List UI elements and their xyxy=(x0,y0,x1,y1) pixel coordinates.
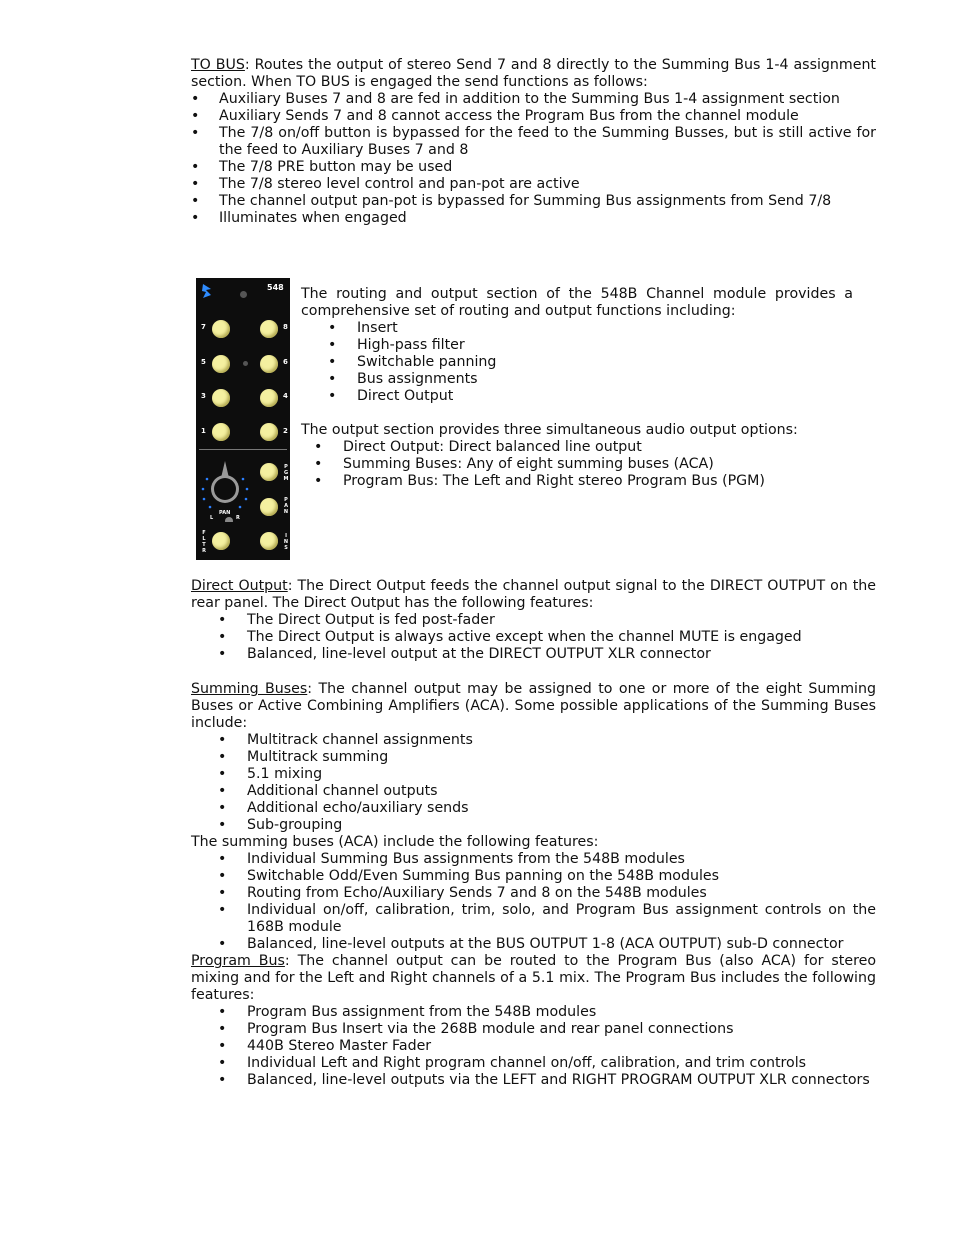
bullet-icon: • xyxy=(314,456,323,472)
list-item-text: High-pass filter xyxy=(357,337,465,353)
output-options-list xyxy=(301,439,853,490)
bullet-icon: • xyxy=(328,371,337,387)
list-item xyxy=(191,159,876,176)
send-4-button[interactable] xyxy=(260,389,278,407)
button-number: 4 xyxy=(283,392,288,400)
bullet-icon: • xyxy=(218,885,227,901)
list-item xyxy=(191,1038,876,1055)
bullet-icon: • xyxy=(328,388,337,404)
list-item-text: The 7/8 on/off button is bypassed for the feed to the Summing Busses, but is still active for the feed to Auxiliary Buses 7 and 8 xyxy=(219,125,876,158)
to-bus-list xyxy=(191,91,876,227)
list-item-text: 5.1 mixing xyxy=(247,766,323,782)
list-item xyxy=(191,800,876,817)
list-item-text: Insert xyxy=(357,320,398,336)
list-item xyxy=(301,439,853,456)
bullet-icon: • xyxy=(218,646,227,662)
bullet-icon: • xyxy=(314,439,323,455)
list-item-text: Bus assignments xyxy=(357,371,478,387)
bullet-icon: • xyxy=(218,629,227,645)
list-item xyxy=(301,354,853,371)
send-6-button[interactable] xyxy=(260,355,278,373)
button-number: 8 xyxy=(283,323,288,331)
list-item xyxy=(191,646,876,663)
list-item-text: Switchable Odd/Even Summing Bus panning on the 548B modules xyxy=(247,868,720,884)
bullet-icon: • xyxy=(218,1004,227,1020)
list-item-text: Individual Left and Right program channel on/off, calibration, and trim controls xyxy=(247,1055,807,1071)
button-number: 6 xyxy=(283,358,288,366)
list-item xyxy=(191,885,876,902)
pgm-button[interactable] xyxy=(260,463,278,481)
pgm-label: P G M xyxy=(283,464,289,482)
pan-button[interactable] xyxy=(260,498,278,516)
list-item-text: Auxiliary Sends 7 and 8 cannot access the Program Bus from the channel module xyxy=(219,108,799,124)
list-item xyxy=(191,1021,876,1038)
list-item xyxy=(191,612,876,629)
summing-buses-intro xyxy=(191,681,876,732)
button-number: 7 xyxy=(201,323,206,331)
ins-button[interactable] xyxy=(260,532,278,550)
send-8-button[interactable] xyxy=(260,320,278,338)
list-item xyxy=(301,371,853,388)
output-options-intro: The output section provides three simultaneous audio output options: xyxy=(301,422,798,438)
send-7-button[interactable] xyxy=(212,320,230,338)
list-item xyxy=(191,902,876,936)
list-item xyxy=(191,817,876,834)
bullet-icon: • xyxy=(191,159,200,175)
list-item xyxy=(191,732,876,749)
list-item-text: Direct Output xyxy=(357,388,454,404)
bullet-icon: • xyxy=(218,1055,227,1071)
list-item-text: Balanced, line-level outputs at the BUS OUTPUT 1-8 (ACA OUTPUT) sub-D connector xyxy=(247,936,844,952)
to-bus-intro xyxy=(191,57,876,91)
bullet-icon: • xyxy=(218,1038,227,1054)
bullet-icon: • xyxy=(191,193,200,209)
list-item xyxy=(191,783,876,800)
ins-label: I N S xyxy=(283,533,289,551)
fltr-button[interactable] xyxy=(212,532,230,550)
list-item xyxy=(191,210,876,227)
list-item xyxy=(191,851,876,868)
button-number: 2 xyxy=(283,427,288,435)
list-item-text: Auxiliary Buses 7 and 8 are fed in addition to the Summing Bus 1-4 assignment section xyxy=(219,91,840,107)
bullet-icon: • xyxy=(218,851,227,867)
program-bus-intro xyxy=(191,953,876,1004)
list-item xyxy=(191,936,876,953)
summing-features-list xyxy=(191,851,876,953)
direct-output-description: : The Direct Output feeds the channel output signal to the DIRECT OUTPUT on the rear panel. The Direct Output has the following features: xyxy=(191,578,876,611)
list-item xyxy=(191,193,876,210)
routing-functions-list xyxy=(301,320,853,405)
model-label: 548 xyxy=(267,283,284,292)
list-item-text: Sub-grouping xyxy=(247,817,343,833)
bullet-icon: • xyxy=(191,210,200,226)
list-item-text: Balanced, line-level output at the DIRECT OUTPUT XLR connector xyxy=(247,646,711,662)
list-item xyxy=(301,456,853,473)
summing-buses-term: Summing Buses xyxy=(191,681,308,697)
button-number: 1 xyxy=(201,427,206,435)
list-item-text: Illuminates when engaged xyxy=(219,210,407,226)
list-item-text: 440B Stereo Master Fader xyxy=(247,1038,432,1054)
program-bus-list xyxy=(191,1004,876,1089)
send-5-button[interactable] xyxy=(212,355,230,373)
bullet-icon: • xyxy=(218,1021,227,1037)
pan-button-label: P A N xyxy=(283,497,289,515)
list-item xyxy=(191,868,876,885)
list-item-text: Routing from Echo/Auxiliary Sends 7 and 8 on the 548B modules xyxy=(247,885,707,901)
list-item xyxy=(191,749,876,766)
list-item xyxy=(191,766,876,783)
bullet-icon: • xyxy=(218,868,227,884)
logo-icon xyxy=(201,283,213,299)
list-item-text: The Direct Output is fed post-fader xyxy=(247,612,495,628)
list-item-text: The channel output pan-pot is bypassed for Summing Bus assignments from Send 7/8 xyxy=(219,193,832,209)
list-item-text: The 7/8 stereo level control and pan-pot are active xyxy=(219,176,580,192)
led-dot xyxy=(243,361,248,366)
summing-buses-description: : The channel output may be assigned to one or more of the eight Summing Buses or Active Combining Amplifiers (ACA). Some possible applications of the Summing Buses include: xyxy=(191,681,876,731)
channel-module-panel-image xyxy=(196,278,290,560)
bullet-icon: • xyxy=(328,337,337,353)
list-item-text: Balanced, line-level outputs via the LEFT and RIGHT PROGRAM OUTPUT XLR connectors xyxy=(247,1072,870,1088)
send-1-button[interactable] xyxy=(212,423,230,441)
divider xyxy=(199,449,287,450)
list-item-text: Additional channel outputs xyxy=(247,783,438,799)
button-number: 5 xyxy=(201,358,206,366)
list-item xyxy=(191,1055,876,1072)
list-item-text: Program Bus assignment from the 548B modules xyxy=(247,1004,597,1020)
program-bus-description: : The channel output can be routed to the Program Bus (also ACA) for stereo mixing and for the Left and Right channels of a 5.1 mix. The Program Bus includes the following features: xyxy=(191,953,876,1003)
list-item xyxy=(301,388,853,405)
bullet-icon: • xyxy=(314,473,323,489)
to-bus-term: TO BUS xyxy=(191,57,245,73)
bullet-icon: • xyxy=(328,354,337,370)
list-item xyxy=(191,1004,876,1021)
list-item xyxy=(301,320,853,337)
list-item-text: Switchable panning xyxy=(357,354,497,370)
bullet-icon: • xyxy=(191,91,200,107)
pan-label: PAN xyxy=(219,510,231,516)
list-item-text: Program Bus: The Left and Right stereo Program Bus (PGM) xyxy=(343,473,765,489)
list-item-text: Multitrack channel assignments xyxy=(247,732,473,748)
program-bus-term: Program Bus xyxy=(191,953,285,969)
to-bus-description: : Routes the output of stereo Send 7 and 8 directly to the Summing Bus 1-4 assignment section. When TO BUS is engaged the send functions as follows: xyxy=(191,57,876,90)
send-3-button[interactable] xyxy=(212,389,230,407)
send-2-button[interactable] xyxy=(260,423,278,441)
button-number: 3 xyxy=(201,392,206,400)
bullet-icon: • xyxy=(218,817,227,833)
list-item-text: Individual on/off, calibration, trim, solo, and Program Bus assignment controls on the 168B module xyxy=(247,902,876,935)
bullet-icon: • xyxy=(218,749,227,765)
list-item xyxy=(191,1072,876,1089)
list-item-text: Direct Output: Direct balanced line output xyxy=(343,439,642,455)
list-item xyxy=(191,91,876,108)
direct-output-intro xyxy=(191,578,876,612)
routing-intro: The routing and output section of the 548B Channel module provides a comprehensive set of routing and output functions including: xyxy=(301,286,853,319)
bullet-icon: • xyxy=(191,125,200,141)
list-item xyxy=(301,337,853,354)
bullet-icon: • xyxy=(218,902,227,918)
list-item xyxy=(191,125,876,159)
summing-features-intro: The summing buses (ACA) include the following features: xyxy=(191,834,599,850)
list-item-text: Additional echo/auxiliary sends xyxy=(247,800,469,816)
bullet-icon: • xyxy=(218,800,227,816)
bullet-icon: • xyxy=(218,936,227,952)
list-item xyxy=(191,629,876,646)
pan-right-label: R xyxy=(236,515,240,521)
list-item-text: The Direct Output is always active except when the channel MUTE is engaged xyxy=(247,629,802,645)
bullet-icon: • xyxy=(218,766,227,782)
list-item xyxy=(191,108,876,125)
bullet-icon: • xyxy=(218,783,227,799)
list-item-text: Program Bus Insert via the 268B module and rear panel connections xyxy=(247,1021,734,1037)
list-item-text: Summing Buses: Any of eight summing buses (ACA) xyxy=(343,456,714,472)
list-item xyxy=(191,176,876,193)
list-item-text: Individual Summing Bus assignments from the 548B modules xyxy=(247,851,685,867)
direct-output-term: Direct Output xyxy=(191,578,288,594)
pan-left-label: L xyxy=(210,515,214,521)
bullet-icon: • xyxy=(218,1072,227,1088)
bullet-icon: • xyxy=(191,176,200,192)
bullet-icon: • xyxy=(191,108,200,124)
bullet-icon: • xyxy=(328,320,337,336)
list-item-text: Multitrack summing xyxy=(247,749,389,765)
list-item xyxy=(301,473,853,490)
fltr-label: F L T R xyxy=(202,530,206,554)
bullet-icon: • xyxy=(218,732,227,748)
summing-applications-list xyxy=(191,732,876,834)
indicator-led xyxy=(240,291,247,298)
list-item-text: The 7/8 PRE button may be used xyxy=(219,159,453,175)
bullet-icon: • xyxy=(218,612,227,628)
direct-output-list xyxy=(191,612,876,663)
